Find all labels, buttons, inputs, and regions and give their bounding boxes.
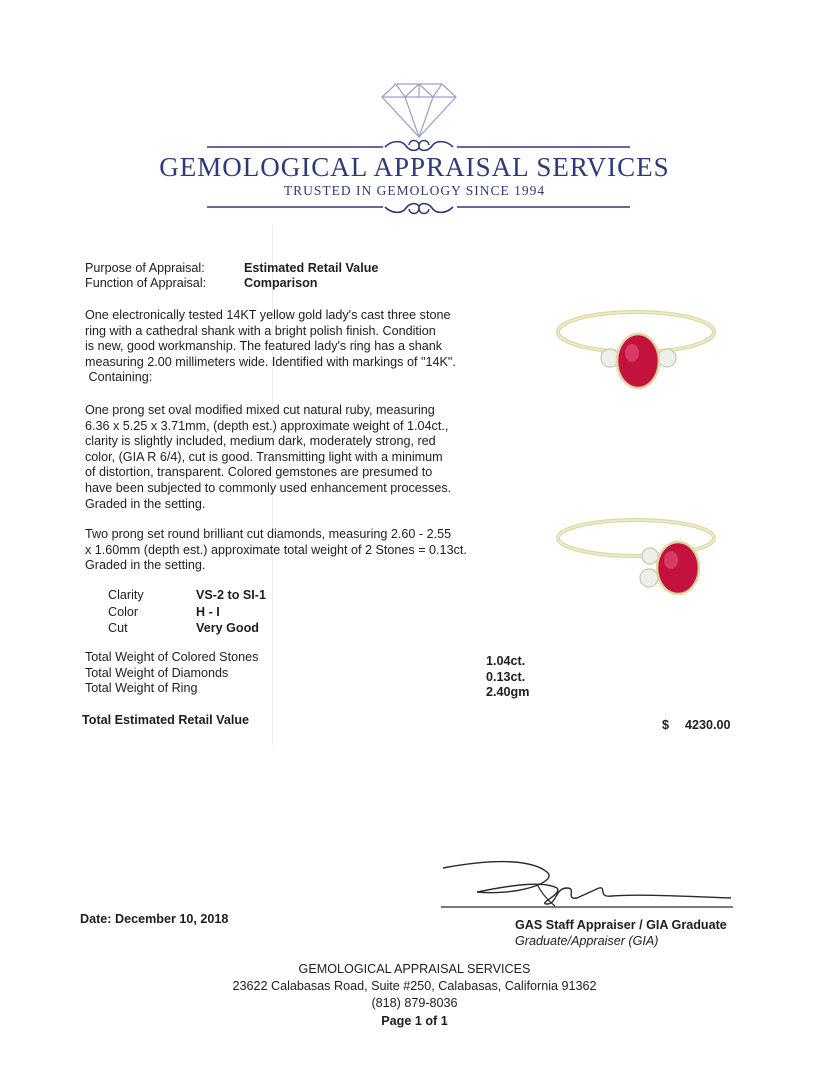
side-diamond-front [640, 569, 658, 587]
description-line: One electronically tested 14KT yellow gold lady's cast three stone [85, 308, 451, 322]
grade-label-color: Color [108, 604, 139, 619]
grade-values [196, 587, 266, 637]
ruby-line: of distortion, transparent. Colored gemstones are presumed to [85, 465, 433, 480]
total-values [486, 654, 529, 701]
appraiser-signature [437, 852, 737, 914]
ruby-line: Graded in the setting. [85, 496, 206, 511]
ruby-line: 6.36 x 5.25 x 3.71mm, (depth est.) approximate weight of 1.04ct., [85, 418, 449, 433]
ring-photo-angle [550, 508, 722, 608]
footer-address: 23622 Calabasas Road, Suite #250, Calabasas, California 91362 [232, 979, 597, 993]
grade-value-clarity: VS-2 to SI-1 [196, 588, 266, 602]
diamonds-line: Graded in the setting. [85, 558, 206, 573]
retail-value-label: Total Estimated Retail Value [82, 713, 250, 727]
company-name: GEMOLOGICAL APPRAISAL SERVICES [159, 152, 670, 182]
grade-label-clarity: Clarity [108, 588, 144, 602]
purpose-label: Purpose of Appraisal: [85, 261, 205, 275]
ruby-line: color, (GIA R 6/4), cut is good. Transmitting light with a minimum [85, 449, 443, 464]
appraiser-subtitle: Graduate/Appraiser (GIA) [515, 934, 659, 948]
appraisal-date: Date: December 10, 2018 [80, 912, 229, 926]
function-label: Function of Appraisal: [85, 276, 207, 290]
ruby-line: have been subjected to commonly used enhancement processes. [85, 480, 452, 495]
ornament-top [207, 141, 630, 151]
diamonds-line: Two prong set round brilliant cut diamonds, measuring 2.60 - 2.55 [85, 527, 452, 541]
page-number: Page 1 of 1 [381, 1014, 448, 1028]
ruby-description [85, 403, 505, 512]
ring-photo-front [550, 298, 722, 398]
purpose-value: Estimated Retail Value [244, 261, 379, 275]
description-line: Containing: [85, 370, 153, 385]
retail-currency: $ [662, 718, 670, 732]
footer-phone: (818) 879-8036 [371, 996, 458, 1010]
footer-company: GEMOLOGICAL APPRAISAL SERVICES [298, 962, 531, 976]
ruby-stone [657, 542, 699, 594]
total-label-colored-stones: Total Weight of Colored Stones [85, 650, 259, 664]
total-value-colored-stones: 1.04ct. [486, 654, 526, 668]
grade-value-cut: Very Good [196, 621, 259, 635]
total-label-diamonds: Total Weight of Diamonds [85, 665, 229, 680]
function-value: Comparison [244, 276, 318, 290]
diamonds-description [85, 527, 505, 574]
ruby-stone [617, 334, 659, 388]
description-line: is new, good workmanship. The featured lady's ring has a shank [85, 339, 443, 354]
ornament-bottom [207, 204, 630, 214]
letterhead [0, 0, 829, 225]
retail-amount: 4230.00 [685, 718, 731, 732]
description-line: measuring 2.00 millimeters wide. Identified with markings of "14K". [85, 354, 456, 369]
diamonds-line: x 1.60mm (depth est.) approximate total weight of 2 Stones = 0.13ct. [85, 542, 467, 557]
side-diamond-back [642, 548, 658, 564]
grade-label-cut: Cut [108, 621, 128, 635]
company-tagline: TRUSTED IN GEMOLOGY SINCE 1994 [283, 183, 546, 198]
total-value-ring: 2.40gm [486, 685, 530, 699]
side-diamond-right [658, 349, 676, 367]
total-label-ring: Total Weight of Ring [85, 681, 198, 695]
grade-labels [108, 587, 144, 637]
grade-value-color: H - I [196, 604, 220, 619]
total-labels [85, 650, 258, 697]
ruby-line: clarity is slightly included, medium dark, moderately strong, red [85, 434, 436, 449]
description-line: ring with a cathedral shank with a bright polish finish. Condition [85, 323, 436, 338]
diamond-icon [382, 84, 456, 137]
ring-description [85, 308, 505, 386]
appraiser-title: GAS Staff Appraiser / GIA Graduate [515, 918, 727, 932]
total-value-diamonds: 0.13ct. [486, 669, 526, 684]
ruby-line: One prong set oval modified mixed cut natural ruby, measuring [85, 403, 435, 417]
